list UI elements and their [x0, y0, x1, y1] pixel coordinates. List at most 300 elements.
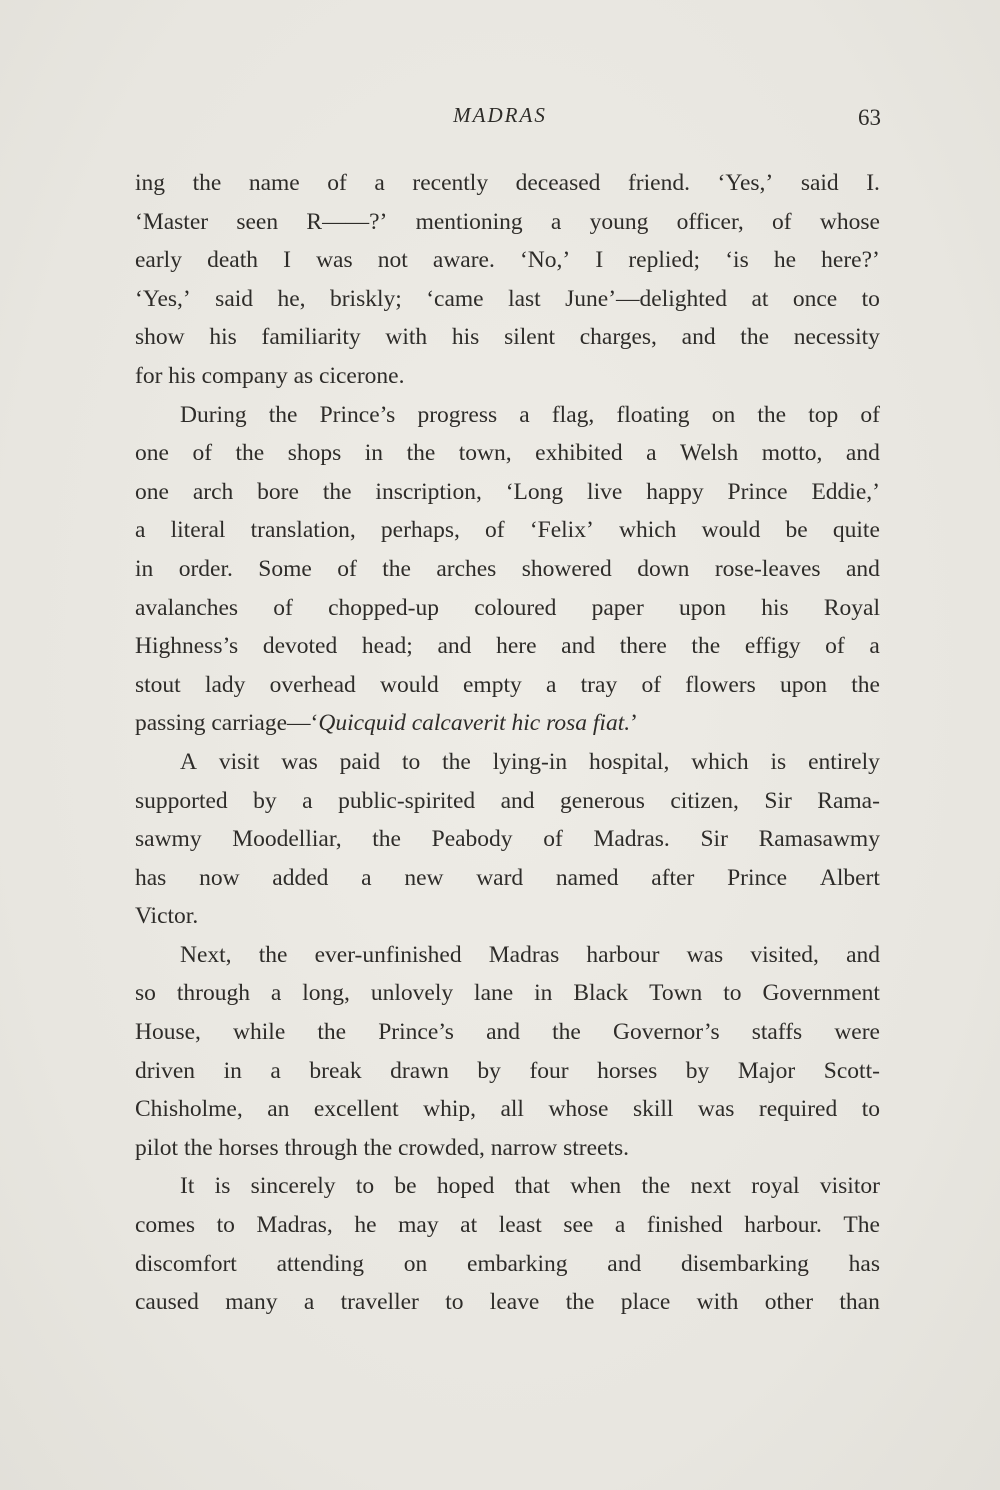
- word: a: [550, 208, 562, 235]
- word: of: [485, 517, 505, 544]
- word: in: [534, 980, 553, 1007]
- word: live: [587, 478, 623, 505]
- word: I.: [866, 170, 880, 196]
- word: Ramasawmy: [758, 826, 880, 853]
- word: ‘came: [426, 285, 484, 312]
- word: harbour.: [744, 1212, 822, 1239]
- word: by: [477, 1057, 501, 1084]
- word: he: [354, 1212, 377, 1239]
- word: by: [685, 1057, 710, 1084]
- text-line: [135, 743, 880, 782]
- latin-quotation: Quicquid calcaverit hic rosa fiat.: [318, 710, 631, 737]
- word: the: [740, 324, 770, 351]
- text-line: [135, 318, 880, 357]
- word: visit: [218, 748, 260, 775]
- word: public-spirited: [338, 787, 476, 814]
- word: the: [235, 440, 265, 467]
- word: to: [355, 1173, 375, 1200]
- word: and: [500, 787, 535, 814]
- word: effigy: [744, 633, 801, 660]
- running-head: [0, 103, 1000, 133]
- word: royal: [751, 1173, 800, 1200]
- word: here?’: [821, 247, 880, 274]
- word: ‘Long: [505, 478, 564, 505]
- text-line: [135, 627, 880, 666]
- word: upon: [679, 594, 727, 621]
- word: of: [543, 826, 563, 853]
- word: be: [394, 1173, 417, 1200]
- text-line: [135, 203, 880, 242]
- word: ing: [135, 170, 166, 196]
- word: discomfort: [135, 1250, 237, 1277]
- word: a: [545, 671, 557, 698]
- word: all: [500, 1096, 524, 1123]
- word: officer,: [676, 208, 744, 235]
- word: inscription,: [375, 478, 482, 505]
- word: young: [589, 208, 649, 235]
- word: exhibited: [535, 440, 623, 467]
- word: skill: [632, 1096, 674, 1123]
- word: that: [514, 1173, 550, 1200]
- word: avalanches: [135, 594, 239, 621]
- word: the: [406, 440, 436, 467]
- word: hoped: [436, 1173, 495, 1200]
- word: unlovely: [370, 980, 454, 1007]
- word: once: [792, 285, 838, 312]
- text-line: [135, 897, 880, 936]
- word: quite: [832, 517, 880, 544]
- word: in: [364, 440, 384, 467]
- word: whose: [548, 1096, 609, 1123]
- word: ‘Yes,’: [717, 170, 774, 196]
- word: recently: [412, 170, 489, 196]
- word: and: [486, 1019, 521, 1046]
- word: I: [283, 247, 291, 274]
- word: perhaps,: [380, 517, 460, 544]
- word: the: [322, 478, 352, 505]
- word: shops: [287, 440, 342, 467]
- word: last: [508, 285, 541, 312]
- word: which: [691, 748, 749, 775]
- word: would: [380, 671, 439, 698]
- word: early: [135, 247, 182, 274]
- word: the: [268, 401, 298, 428]
- word: replied;: [628, 247, 701, 274]
- word: Moodelliar,: [232, 826, 342, 853]
- word: by: [253, 787, 277, 814]
- word: arches: [436, 555, 497, 582]
- word: chopped-up: [328, 594, 439, 621]
- text-line: [135, 434, 880, 473]
- word: was: [697, 1096, 735, 1123]
- word: of: [860, 401, 880, 428]
- word: disembarking: [680, 1250, 809, 1277]
- word: attending: [276, 1250, 365, 1277]
- word: coloured: [474, 594, 557, 621]
- word: to: [723, 980, 742, 1007]
- word: the: [565, 1289, 595, 1316]
- word: named: [555, 864, 619, 891]
- word: arch: [192, 478, 234, 505]
- word: other: [764, 1289, 814, 1316]
- word: not: [377, 247, 408, 274]
- word: a: [519, 401, 530, 428]
- word: stout: [135, 671, 181, 698]
- word: flag,: [551, 401, 595, 428]
- text-line: [135, 1090, 880, 1129]
- word: would: [701, 517, 761, 544]
- word: there: [619, 633, 667, 660]
- word: driven: [135, 1057, 196, 1084]
- word: Rama-: [817, 787, 880, 814]
- word: friend.: [627, 170, 690, 196]
- word: Madras,: [256, 1212, 333, 1239]
- text-line: [135, 1283, 880, 1322]
- word: ever-unfinished: [314, 941, 462, 968]
- word: familiarity: [261, 324, 361, 351]
- text-line: [135, 550, 880, 589]
- word: and: [681, 324, 716, 351]
- word: his: [451, 324, 480, 351]
- word: his: [209, 324, 237, 351]
- word: town,: [458, 440, 512, 467]
- word: top: [808, 401, 839, 428]
- word: and: [561, 633, 596, 660]
- word: the: [851, 671, 880, 698]
- word: visitor: [819, 1173, 880, 1200]
- word: the: [258, 941, 288, 968]
- word: lying-in: [492, 748, 568, 775]
- word: floating: [616, 401, 690, 428]
- word: Peabody: [431, 826, 513, 853]
- word: has: [848, 1250, 880, 1277]
- word: necessity: [793, 324, 880, 351]
- word: the: [691, 633, 721, 660]
- word: the: [442, 748, 471, 775]
- word: to: [401, 748, 421, 775]
- word: briskly;: [329, 285, 402, 312]
- word: in: [223, 1057, 242, 1084]
- word: the: [382, 555, 411, 582]
- word: Madras: [488, 941, 560, 968]
- word: ‘is: [725, 247, 749, 274]
- word: Some: [258, 555, 312, 582]
- word: paid: [339, 748, 381, 775]
- word: The: [843, 1212, 880, 1239]
- text-line: [135, 164, 880, 203]
- word: hospital,: [589, 748, 670, 775]
- text-line: [135, 820, 880, 859]
- word: seen: [236, 208, 279, 235]
- word: to: [216, 1212, 235, 1239]
- word: of: [641, 671, 662, 698]
- word: on: [711, 401, 736, 428]
- word: a: [303, 1289, 315, 1316]
- word: drawn: [390, 1057, 449, 1084]
- word: harbour: [586, 941, 660, 968]
- word: Town: [649, 980, 703, 1007]
- word: added: [272, 864, 329, 891]
- text-line: [135, 859, 880, 898]
- word: aware.: [432, 247, 495, 274]
- word: and: [846, 941, 880, 968]
- word: the: [317, 1019, 347, 1046]
- word: of: [825, 633, 845, 660]
- word: showered: [521, 555, 612, 582]
- word: long,: [302, 980, 350, 1007]
- word: while: [233, 1019, 286, 1046]
- word: to: [445, 1289, 464, 1316]
- word: may: [398, 1212, 439, 1239]
- body-text: [135, 164, 880, 1322]
- word: citizen,: [670, 787, 739, 814]
- word: when: [570, 1173, 622, 1200]
- word: on: [403, 1250, 428, 1277]
- text-line: [135, 241, 880, 280]
- word: one: [135, 440, 169, 467]
- word: the: [757, 401, 787, 428]
- text-line: [135, 473, 880, 512]
- text-line-content: Victor.: [135, 903, 199, 930]
- word: here: [496, 633, 537, 660]
- word: with: [385, 324, 428, 351]
- word: Sir: [700, 826, 728, 853]
- word: an: [267, 1096, 290, 1123]
- word: I: [595, 247, 604, 274]
- word: at: [460, 1212, 478, 1239]
- word: new: [404, 864, 444, 891]
- word: House,: [135, 1019, 201, 1046]
- word: Scott-: [823, 1057, 880, 1084]
- word: a: [302, 787, 313, 814]
- word: after: [651, 864, 695, 891]
- word: embarking: [467, 1250, 568, 1277]
- word: were: [834, 1019, 880, 1046]
- word: of: [327, 170, 347, 196]
- word: four: [529, 1057, 569, 1084]
- word: than: [839, 1289, 880, 1316]
- word: Prince’s: [319, 401, 396, 428]
- word: the: [192, 170, 222, 196]
- word: ‘Yes,’: [135, 285, 191, 312]
- word: progress: [417, 401, 498, 428]
- word: lane: [474, 980, 514, 1007]
- word: least: [498, 1212, 542, 1239]
- word: Royal: [823, 594, 880, 621]
- word: order.: [178, 555, 233, 582]
- word: generous: [560, 787, 645, 814]
- word: leave: [489, 1289, 540, 1316]
- word: overhead: [269, 671, 356, 698]
- text-line: [135, 589, 880, 628]
- word: silent: [504, 324, 555, 351]
- word: lady: [204, 671, 246, 698]
- text-line: [135, 1167, 880, 1206]
- text-line: [135, 704, 880, 743]
- word: the: [641, 1173, 671, 1200]
- word: Government: [762, 980, 880, 1007]
- word: tray: [580, 671, 618, 698]
- word: A: [180, 748, 197, 775]
- word: sawmy: [135, 826, 202, 853]
- word: a: [646, 440, 657, 467]
- text-line: [135, 396, 880, 435]
- word: show: [135, 324, 185, 351]
- word: many: [225, 1289, 278, 1316]
- word: of: [273, 594, 293, 621]
- text-line-content: pilot the horses through the crowded, narrow streets.: [135, 1134, 630, 1161]
- word: sincerely: [250, 1173, 336, 1200]
- word: name: [248, 170, 300, 196]
- word: place: [620, 1289, 671, 1316]
- word: head;: [361, 633, 413, 660]
- word: a: [270, 1057, 281, 1084]
- word: comes: [135, 1212, 196, 1239]
- word: Albert: [819, 864, 880, 891]
- word: flowers: [685, 671, 756, 698]
- word: his: [761, 594, 789, 621]
- word: Madras.: [593, 826, 670, 853]
- word: It: [180, 1173, 195, 1200]
- word: was: [686, 941, 724, 968]
- word: and: [845, 555, 880, 582]
- word: a: [614, 1212, 626, 1239]
- word: of: [772, 208, 792, 235]
- word: During: [180, 401, 247, 428]
- word: devoted: [262, 633, 338, 660]
- word: upon: [779, 671, 827, 698]
- word: rose-leaves: [714, 555, 821, 582]
- text-line: [135, 1206, 880, 1245]
- word: Chisholme,: [135, 1096, 243, 1123]
- word: Prince: [727, 478, 788, 505]
- word: said: [800, 170, 839, 196]
- page-number: 63: [858, 105, 881, 130]
- text-line: [135, 782, 880, 821]
- word: in: [135, 555, 154, 582]
- word: has: [135, 864, 167, 891]
- word: mentioning: [415, 208, 523, 235]
- word: motto,: [761, 440, 823, 467]
- word: said: [215, 285, 254, 312]
- word: of: [337, 555, 357, 582]
- word: traveller: [340, 1289, 419, 1316]
- word: he: [773, 247, 797, 274]
- word: Eddie,’: [811, 478, 880, 505]
- text-line: [135, 357, 880, 396]
- word: Black: [573, 980, 629, 1007]
- word: at: [751, 285, 769, 312]
- text-line: [135, 936, 880, 975]
- word: R——?’: [306, 208, 388, 235]
- word: visited,: [750, 941, 819, 968]
- word: of: [192, 440, 213, 467]
- word: and: [607, 1250, 642, 1277]
- word: to: [861, 285, 880, 312]
- word: June’—delighted: [565, 285, 727, 312]
- word: Governor’s: [612, 1019, 720, 1046]
- word: ‘Master: [135, 208, 209, 235]
- word: through: [176, 980, 250, 1007]
- word: and: [437, 633, 472, 660]
- word: Major: [737, 1057, 796, 1084]
- word: with: [696, 1289, 739, 1316]
- text-line: [135, 1129, 880, 1168]
- word: whose: [819, 208, 880, 235]
- word: supported: [135, 787, 228, 814]
- word: staffs: [751, 1019, 803, 1046]
- word: a: [135, 517, 146, 544]
- word: be: [785, 517, 808, 544]
- word: ‘No,’: [519, 247, 571, 274]
- word: ‘Felix’: [529, 517, 594, 544]
- word: see: [563, 1212, 594, 1239]
- word: ward: [476, 864, 524, 891]
- word: bore: [257, 478, 299, 505]
- text-line: [135, 280, 880, 319]
- word: which: [618, 517, 677, 544]
- word: was: [316, 247, 353, 274]
- text-line: [135, 1013, 880, 1052]
- word: down: [637, 555, 690, 582]
- word: charges,: [579, 324, 657, 351]
- word: required: [758, 1096, 838, 1123]
- word: excellent: [313, 1096, 399, 1123]
- word: a: [374, 170, 385, 196]
- word: entirely: [808, 748, 880, 775]
- word: and: [845, 440, 880, 467]
- word: the: [372, 826, 401, 853]
- word: death: [207, 247, 258, 274]
- text-line-content: passing carriage—‘Quicquid calcaverit hic rosa fiat.’: [135, 704, 638, 743]
- word: a: [361, 864, 372, 891]
- word: he,: [277, 285, 306, 312]
- word: is: [214, 1173, 231, 1200]
- word: now: [199, 864, 240, 891]
- word: a: [869, 633, 880, 660]
- word: finished: [646, 1212, 723, 1239]
- word: Highness’s: [135, 633, 239, 660]
- word: literal: [170, 517, 226, 544]
- word: whip,: [423, 1096, 476, 1123]
- word: caused: [135, 1289, 199, 1316]
- word: Welsh: [680, 440, 739, 467]
- text-line: [135, 666, 880, 705]
- word: translation,: [250, 517, 356, 544]
- word: empty: [463, 671, 522, 698]
- word: Prince: [727, 864, 788, 891]
- text-line: [135, 1245, 880, 1284]
- word: happy: [646, 478, 704, 505]
- word: next: [690, 1173, 731, 1200]
- word: was: [281, 748, 318, 775]
- word: Prince’s: [378, 1019, 454, 1046]
- text-line: [135, 974, 880, 1013]
- running-title: MADRAS: [453, 103, 547, 127]
- word: is: [770, 748, 787, 775]
- word: a: [270, 980, 282, 1007]
- word: the: [552, 1019, 581, 1046]
- text-line: [135, 1052, 880, 1091]
- word: Next,: [180, 941, 232, 968]
- word: so: [135, 980, 156, 1007]
- word: to: [861, 1096, 880, 1123]
- word: Sir: [764, 787, 792, 814]
- word: deceased: [515, 170, 601, 196]
- word: break: [309, 1057, 362, 1084]
- text-line: [135, 511, 880, 550]
- text-line-content: for his company as cicerone.: [135, 362, 405, 389]
